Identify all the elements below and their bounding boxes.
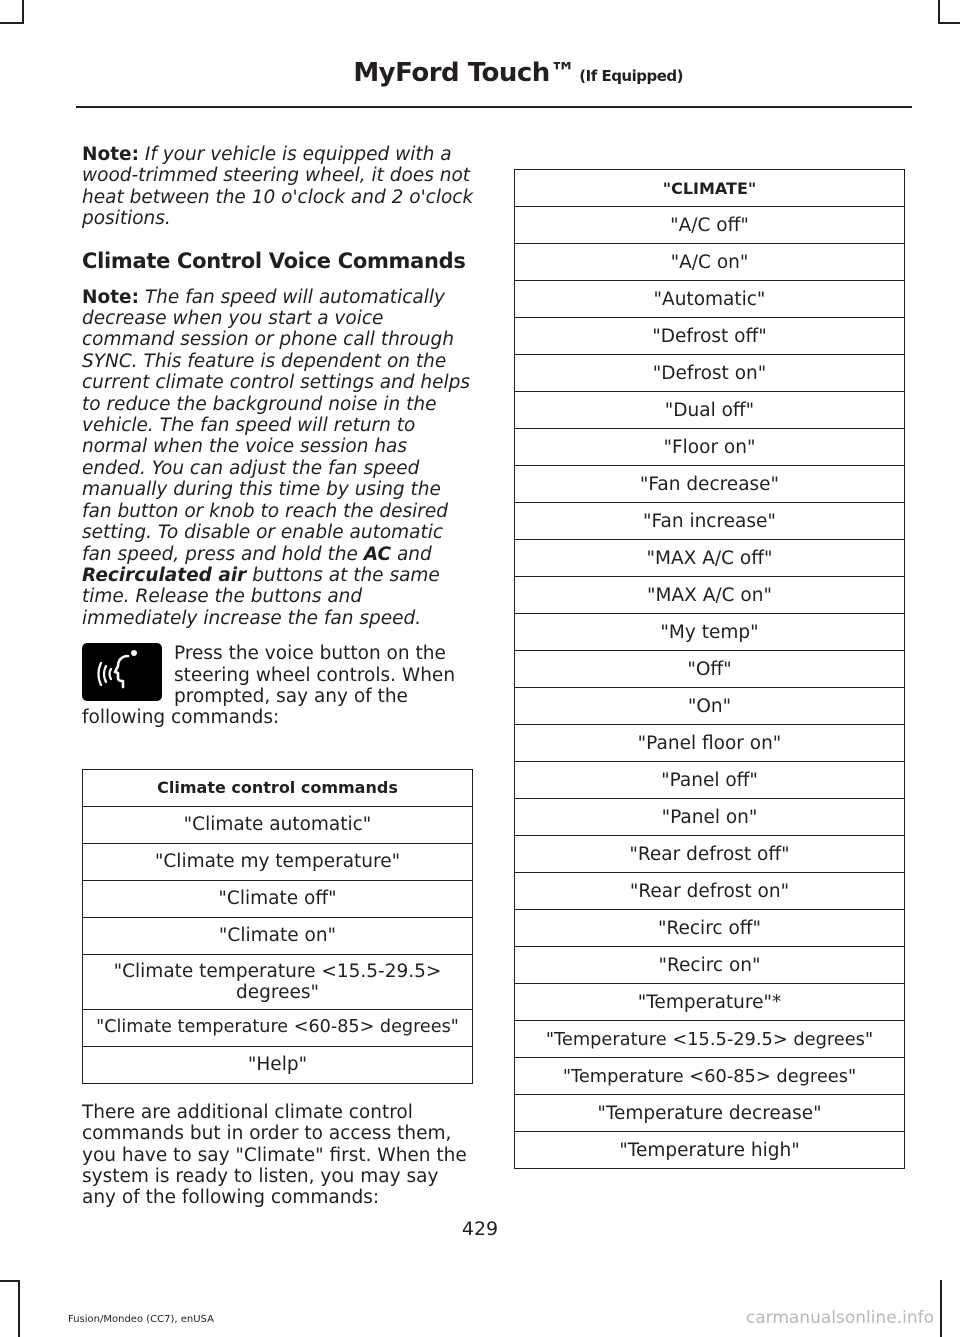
crop-mark: [0, 22, 24, 24]
note-label: Note:: [82, 286, 139, 308]
table-row: [83, 880, 473, 917]
command-cell: "Climate off": [83, 880, 473, 917]
crop-mark: [940, 1280, 942, 1337]
note-wood-trim: [82, 144, 474, 230]
additional-commands-text: There are additional climate control commands but in order to access them, you have to say "Climate" first. When the system is ready to listen, you may say any of the following commands:: [82, 1101, 467, 1209]
header-divider: [76, 106, 912, 108]
table-row: [515, 873, 905, 910]
command-cell: "Panel floor on": [515, 725, 905, 762]
command-cell: "Help": [83, 1046, 473, 1083]
command-cell: "Defrost off": [515, 318, 905, 355]
table-row: [515, 355, 905, 392]
voice-instruction: [82, 643, 474, 729]
table-row: [515, 688, 905, 725]
note-text: and: [396, 543, 432, 565]
command-cell: "My temp": [515, 614, 905, 651]
header-title: MyFord Touch™: [353, 58, 576, 88]
page-header: [353, 58, 683, 88]
command-cell: "Climate my temperature": [83, 843, 473, 880]
command-cell: "Rear defrost on": [515, 873, 905, 910]
table-row: [83, 1046, 473, 1083]
table-row: [515, 762, 905, 799]
command-cell: "Climate temperature <15.5-29.5> degrees": [83, 954, 473, 1009]
table-row: [83, 917, 473, 954]
table-row: [515, 540, 905, 577]
climate-control-commands-table: [82, 769, 473, 1084]
voice-instruction-text: Press the voice button on the steering wheel controls. When prompted, say any of the following commands:: [82, 643, 456, 729]
command-cell: "On": [515, 688, 905, 725]
command-cell: "Temperature <60-85> degrees": [515, 1058, 905, 1095]
table-row: [515, 503, 905, 540]
command-cell: "Panel off": [515, 762, 905, 799]
command-cell: "Temperature decrease": [515, 1095, 905, 1132]
table-row: [515, 392, 905, 429]
command-cell: "Temperature <15.5-29.5> degrees": [515, 1021, 905, 1058]
table-header: "CLIMATE": [515, 170, 905, 207]
command-cell: "MAX A/C off": [515, 540, 905, 577]
table-row: [515, 244, 905, 281]
table-row: [83, 1009, 473, 1046]
table-row: [515, 318, 905, 355]
climate-commands-table: [514, 169, 905, 1169]
note-label: Note:: [82, 144, 139, 165]
table-row: [515, 1095, 905, 1132]
crop-mark: [938, 0, 940, 22]
command-cell: "Temperature high": [515, 1132, 905, 1169]
command-cell: "Temperature"*: [515, 984, 905, 1021]
header-subtitle: (If Equipped): [579, 67, 683, 85]
crop-mark: [22, 0, 24, 22]
section-heading: Climate Control Voice Commands: [82, 248, 466, 273]
document-id: Fusion/Mondeo (CC7), enUSA: [68, 1314, 214, 1325]
table-row: [515, 947, 905, 984]
table-row: [515, 984, 905, 1021]
command-cell: "Off": [515, 651, 905, 688]
table-row: [83, 843, 473, 880]
table-body: [515, 207, 905, 1169]
table-row: [515, 1021, 905, 1058]
table-row: [515, 614, 905, 651]
command-cell: "Panel on": [515, 799, 905, 836]
command-cell: "Dual off": [515, 392, 905, 429]
crop-mark: [938, 22, 960, 24]
table-row: [515, 799, 905, 836]
command-cell: "A/C on": [515, 244, 905, 281]
crop-mark: [18, 1280, 20, 1337]
command-cell: "Climate on": [83, 917, 473, 954]
watermark: carmanualsonline.info: [745, 1308, 934, 1328]
note-text: buttons at the same time. Release the buttons and immediately increase the fan speed.: [82, 564, 440, 629]
table-row: [83, 954, 473, 1009]
voice-command-icon: [82, 643, 162, 701]
left-column: [82, 144, 474, 1209]
table-row: [515, 429, 905, 466]
command-cell: "Automatic": [515, 281, 905, 318]
command-cell: "Recirc on": [515, 947, 905, 984]
command-cell: "Fan increase": [515, 503, 905, 540]
command-cell: "Fan decrease": [515, 466, 905, 503]
command-cell: "A/C off": [515, 207, 905, 244]
table-row: [515, 207, 905, 244]
page-number: 429: [461, 1218, 499, 1240]
table-row: [515, 836, 905, 873]
note-text: If your vehicle is equipped with a wood-trimmed steering wheel, it does not heat between the 10 o'clock and 2 o'clock positions.: [82, 144, 474, 230]
table-row: [515, 725, 905, 762]
command-cell: "Defrost on": [515, 355, 905, 392]
command-cell: "Recirc off": [515, 910, 905, 947]
table-row: [515, 651, 905, 688]
note-fan-speed: [82, 287, 474, 630]
command-cell: "Climate automatic": [83, 806, 473, 843]
table-row: [515, 577, 905, 614]
command-cell: "MAX A/C on": [515, 577, 905, 614]
right-column: [514, 169, 905, 1169]
command-cell: "Floor on": [515, 429, 905, 466]
table-row: [515, 910, 905, 947]
command-cell: "Climate temperature <60-85> degrees": [83, 1009, 473, 1046]
table-row: [515, 1132, 905, 1169]
note-text: The fan speed will automatically decrease when you start a voice command session or phone call through SYNC. This feature is dependent on the current climate control settings and helps to reduce the background noise in the vehicle. The fan speed will return to normal when the voice session has ended. You can adjust the fan speed manually during this time by using the fan button or knob to reach the desired setting. To disable or enable automatic fan speed, press and hold the: [82, 286, 471, 565]
crop-mark: [0, 1280, 18, 1282]
table-row: [515, 281, 905, 318]
command-cell: "Rear defrost off": [515, 836, 905, 873]
recirc-button-name: Recirculated air: [82, 564, 247, 586]
ac-button-name: AC: [363, 543, 392, 565]
table-row: [515, 466, 905, 503]
table-header: Climate control commands: [83, 769, 473, 806]
table-row: [83, 806, 473, 843]
table-row: [515, 1058, 905, 1095]
